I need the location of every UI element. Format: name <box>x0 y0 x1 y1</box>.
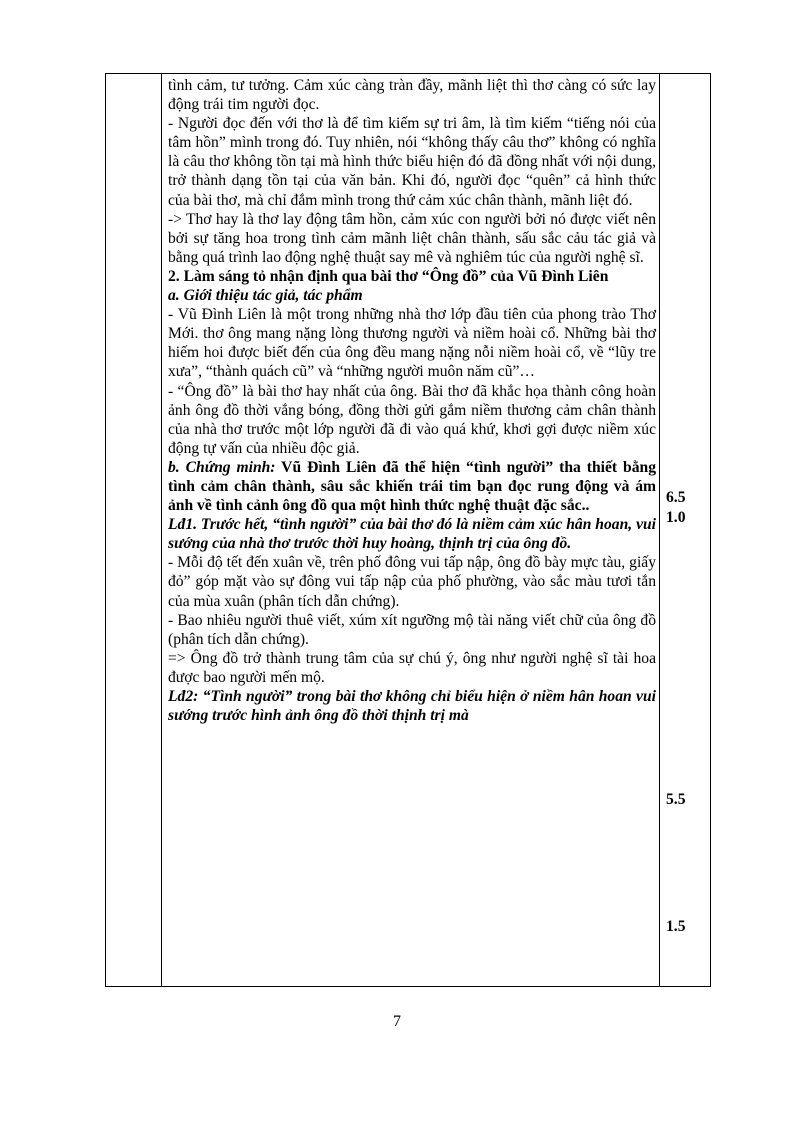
paragraph: => Ông đồ trở thành trung tâm của sự chú ý, ông như người nghệ sĩ tài hoa được bao người mến mộ. <box>168 649 656 686</box>
table-divider-left <box>161 74 162 986</box>
proof-claim: Vũ Đình Liên đã thể hiện “tình người” tha thiết bằng tình cảm chân thành, sâu sắc khiến trái tim bạn đọc rung động và ám ảnh về tình cảnh ông đồ qua một hình thức nghệ thuật đặc sắc.. <box>168 458 656 515</box>
argument-heading: Lđ2: “Tình người” trong bài thơ không chỉ biểu hiện ở niềm hân hoan vui sướng trước hình ảnh ông đồ thời thịnh trị mà <box>168 688 656 725</box>
paragraph: tình cảm, tư tưởng. Cảm xúc càng tràn đầy, mãnh liệt thì thơ càng có sức lay động trái tim người đọc. <box>168 77 656 114</box>
answer-content <box>168 76 656 725</box>
argument-heading: Lđ1. Trước hết, “tình người” của bài thơ đó là niềm cảm xúc hân hoan, vui sướng của nhà thơ trước thời huy hoàng, thịnh trị của ông đồ. <box>168 516 656 553</box>
subsection-heading: a. Giới thiệu tác giả, tác phẩm <box>168 287 363 305</box>
paragraph: - Vũ Đình Liên là một trong những nhà thơ lớp đầu tiên của phong trào Thơ Mới. thơ ông mang nặng lòng thương người và niềm hoài cổ. Những bài thơ hiếm hoi được biết đến của ông đều mang nặng nỗi niềm hoài cổ, về “lũy tre xưa”, “thành quách cũ” và “những người muôn năm cũ”… <box>168 306 656 381</box>
paragraph: - Người đọc đến với thơ là để tìm kiếm sự tri âm, là tìm kiếm “tiếng nói của tâm hồn” mình trong đó. Tuy nhiên, nói “không thấy câu thơ” không có nghĩa là câu thơ không tồn tại mà hình thức biểu hiện đó đã đồng nhất với nội dung, trở thành dạng tồn tại của văn bản. Khi đó, người đọc “quên” cả hình thức của bài thơ, mà chỉ đắm mình trong thứ cảm xúc chân thành, mãnh liệt đó. <box>168 115 656 209</box>
paragraph: - Bao nhiêu người thuê viết, xúm xít ngưỡng mộ tài năng viết chữ của ông đồ (phân tích dẫn chứng). <box>168 611 656 648</box>
paragraph: - Mỗi độ tết đến xuân về, trên phố đông vui tấp nập, ông đồ bày mực tàu, giấy đỏ” góp mặt vào sự đông vui tấp nập của phố phường, vào sắc màu tươi tắn của mùa xuân (phân tích dẫn chứng). <box>168 554 656 610</box>
paragraph: - “Ông đồ” là bài thơ hay nhất của ông. Bài thơ đã khắc họa thành công hoàn ảnh ông đồ thời vắng bóng, đồng thời gửi gắm niềm thương cảm chân thành của nhà thơ trước một lớp người đã đi vào quá khứ, khơi gợi được niềm xúc động tự vấn của nhiều độc giả. <box>168 382 656 457</box>
score-value: 6.5 <box>666 489 686 506</box>
score-value: 1.0 <box>666 509 686 526</box>
score-value: 1.5 <box>666 918 686 935</box>
page-number: 7 <box>393 1013 401 1030</box>
proof-lead: b. Chứng minh: <box>168 458 276 476</box>
section-heading: 2. Làm sáng tỏ nhận định qua bài thơ “Ông đồ” của Vũ Đình Liên <box>168 267 609 285</box>
paragraph: -> Thơ hay là thơ lay động tâm hồn, cảm xúc con người bởi nó được viết nên bởi sự tăng hoa trong tình cảm mãnh liệt chân thành, sấu sắc cảu tác giả và bằng quá trình lao động nghệ thuật say mê và nghiêm túc của người nghệ sĩ. <box>168 210 656 266</box>
proof-heading <box>168 458 656 515</box>
table-divider-right <box>659 74 660 986</box>
score-value: 5.5 <box>666 791 686 808</box>
